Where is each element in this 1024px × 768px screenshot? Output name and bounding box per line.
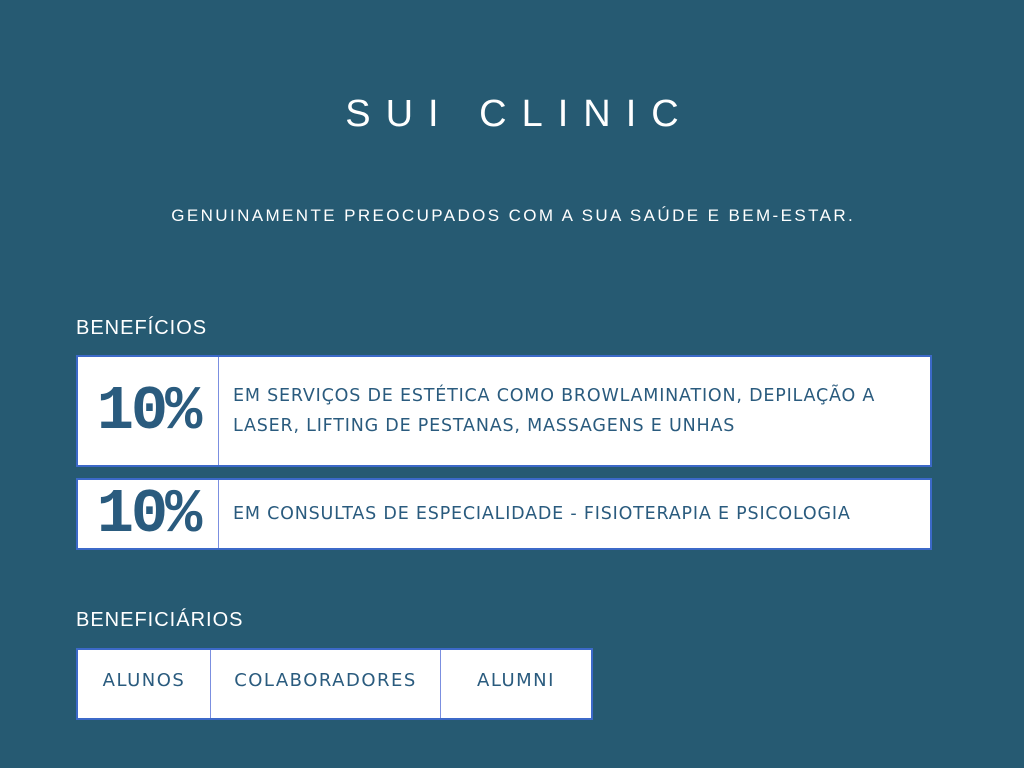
beneficiaries-table [76,648,593,720]
beneficiaries-heading: BENEFICIÁRIOS [76,609,244,631]
beneficiary-group-colaboradores: COLABORADORES [210,650,440,718]
brand-title: SUI CLINIC [345,93,694,135]
benefits-heading: BENEFÍCIOS [76,317,208,339]
benefit-description: EM SERVIÇOS DE ESTÉTICA COMO BROWLAMINATION, DEPILAÇÃO A LASER, LIFTING DE PESTANAS, MASSAGENS E UNHAS [233,386,876,436]
benefit-card-consultas [76,478,932,550]
beneficiary-group-alunos: ALUNOS [102,669,186,691]
benefit-percent: 10% [78,480,219,548]
brand-tagline: GENUINAMENTE PREOCUPADOS COM A SUA SAÚDE E BEM-ESTAR. [171,206,856,225]
benefit-percent: 10% [78,357,219,465]
beneficiary-group-alumni: ALUMNI [440,650,591,718]
benefit-card-estetica [76,355,932,467]
benefit-description: EM CONSULTAS DE ESPECIALIDADE - FISIOTERAPIA E PSICOLOGIA [233,504,851,524]
